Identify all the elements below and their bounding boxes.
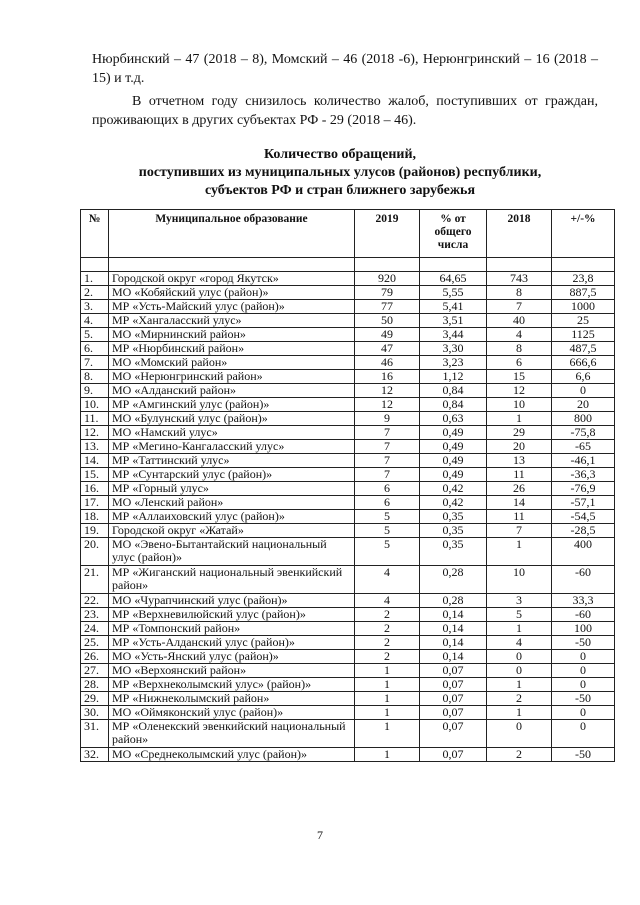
municipality-cell: МО «Кобяйский улус (район)» xyxy=(109,286,355,300)
municipality-cell: МР «Усть-Алданский улус (район)» xyxy=(109,636,355,650)
municipality-cell: МР «Томпонский район» xyxy=(109,622,355,636)
percent-cell: 0,07 xyxy=(420,664,487,678)
row-number-cell: 23. xyxy=(81,608,109,622)
header-num: № xyxy=(81,210,109,258)
percent-cell: 0,35 xyxy=(420,524,487,538)
municipality-cell: МО «Намский улус» xyxy=(109,426,355,440)
count-2019-cell: 1 xyxy=(355,692,420,706)
row-number-cell: 28. xyxy=(81,678,109,692)
row-number-cell: 1. xyxy=(81,272,109,286)
row-number-cell: 17. xyxy=(81,496,109,510)
intro-paragraph: В отчетном году снизилось количество жалоб, поступивших от граждан, проживающих в других субъектах РФ - 29 (2018 – 46). xyxy=(92,94,598,128)
row-number-cell: 3. xyxy=(81,300,109,314)
table-row xyxy=(81,300,615,314)
table-row xyxy=(81,286,615,300)
count-2018-cell: 11 xyxy=(487,468,552,482)
percent-cell: 0,14 xyxy=(420,622,487,636)
row-number-cell: 21. xyxy=(81,566,109,594)
count-2018-cell: 7 xyxy=(487,524,552,538)
row-number-cell: 32. xyxy=(81,748,109,762)
count-2019-cell: 4 xyxy=(355,566,420,594)
count-2019-cell: 5 xyxy=(355,524,420,538)
diff-percent-cell: -50 xyxy=(552,636,615,650)
municipality-cell: МР «Верхневилюйский улус (район)» xyxy=(109,608,355,622)
diff-percent-cell: 400 xyxy=(552,538,615,566)
diff-percent-cell: -46,1 xyxy=(552,454,615,468)
row-number-cell: 8. xyxy=(81,370,109,384)
table-spacer-row xyxy=(81,258,615,272)
percent-cell: 0,42 xyxy=(420,496,487,510)
percent-cell: 0,84 xyxy=(420,384,487,398)
diff-percent-cell: -65 xyxy=(552,440,615,454)
header-diff: +/-% xyxy=(552,210,615,258)
table-row xyxy=(81,706,615,720)
count-2018-cell: 8 xyxy=(487,286,552,300)
diff-percent-cell: -50 xyxy=(552,748,615,762)
count-2019-cell: 1 xyxy=(355,748,420,762)
row-number-cell: 4. xyxy=(81,314,109,328)
count-2018-cell: 11 xyxy=(487,510,552,524)
table-row xyxy=(81,608,615,622)
percent-cell: 0,14 xyxy=(420,608,487,622)
percent-cell: 3,30 xyxy=(420,342,487,356)
table-row xyxy=(81,314,615,328)
diff-percent-cell: 800 xyxy=(552,412,615,426)
percent-cell: 64,65 xyxy=(420,272,487,286)
table-row xyxy=(81,342,615,356)
count-2018-cell: 0 xyxy=(487,664,552,678)
percent-cell: 5,41 xyxy=(420,300,487,314)
percent-cell: 0,28 xyxy=(420,594,487,608)
diff-percent-cell: -60 xyxy=(552,566,615,594)
row-number-cell: 16. xyxy=(81,482,109,496)
table-row xyxy=(81,356,615,370)
table-row xyxy=(81,328,615,342)
count-2018-cell: 40 xyxy=(487,314,552,328)
count-2019-cell: 2 xyxy=(355,636,420,650)
municipality-cell: МР «Нижнеколымский район» xyxy=(109,692,355,706)
count-2019-cell: 12 xyxy=(355,398,420,412)
row-number-cell: 20. xyxy=(81,538,109,566)
diff-percent-cell: -36,3 xyxy=(552,468,615,482)
count-2019-cell: 7 xyxy=(355,454,420,468)
table-row xyxy=(81,370,615,384)
row-number-cell: 27. xyxy=(81,664,109,678)
row-number-cell: 14. xyxy=(81,454,109,468)
count-2018-cell: 8 xyxy=(487,342,552,356)
diff-percent-cell: -57,1 xyxy=(552,496,615,510)
diff-percent-cell: 0 xyxy=(552,384,615,398)
row-number-cell: 31. xyxy=(81,720,109,748)
diff-percent-cell: 487,5 xyxy=(552,342,615,356)
row-number-cell: 13. xyxy=(81,440,109,454)
municipality-cell: МО «Среднеколымский улус (район)» xyxy=(109,748,355,762)
municipality-cell: МО «Ленский район» xyxy=(109,496,355,510)
count-2019-cell: 49 xyxy=(355,328,420,342)
table-title-line-3: субъектов РФ и стран ближнего зарубежья xyxy=(204,183,476,198)
municipality-cell: МР «Усть-Майский улус (район)» xyxy=(109,300,355,314)
count-2018-cell: 3 xyxy=(487,594,552,608)
table-title xyxy=(80,146,600,200)
municipality-cell: МО «Эвено-Бытантайский национальный улус (район)» xyxy=(109,538,355,566)
row-number-cell: 12. xyxy=(81,426,109,440)
diff-percent-cell: 0 xyxy=(552,720,615,748)
count-2019-cell: 50 xyxy=(355,314,420,328)
percent-cell: 3,51 xyxy=(420,314,487,328)
diff-percent-cell: -28,5 xyxy=(552,524,615,538)
municipality-cell: МО «Оймяконский улус (район)» xyxy=(109,706,355,720)
table-row xyxy=(81,412,615,426)
municipality-cell: МР «Нюрбинский район» xyxy=(109,342,355,356)
table-row xyxy=(81,692,615,706)
diff-percent-cell: 0 xyxy=(552,664,615,678)
municipality-cell: Городской округ «Жатай» xyxy=(109,524,355,538)
percent-cell: 0,84 xyxy=(420,398,487,412)
count-2019-cell: 5 xyxy=(355,510,420,524)
count-2018-cell: 4 xyxy=(487,328,552,342)
row-number-cell: 30. xyxy=(81,706,109,720)
header-percent: % от общего числа xyxy=(420,210,487,258)
table-body xyxy=(81,272,615,762)
percent-cell: 0,07 xyxy=(420,706,487,720)
diff-percent-cell: -60 xyxy=(552,608,615,622)
count-2018-cell: 7 xyxy=(487,300,552,314)
table-row xyxy=(81,384,615,398)
diff-percent-cell: 20 xyxy=(552,398,615,412)
appeals-table xyxy=(80,209,615,762)
count-2019-cell: 16 xyxy=(355,370,420,384)
diff-percent-cell: 33,3 xyxy=(552,594,615,608)
municipality-cell: МО «Верхоянский район» xyxy=(109,664,355,678)
municipality-cell: МО «Булунский улус (район)» xyxy=(109,412,355,426)
row-number-cell: 7. xyxy=(81,356,109,370)
spacer-cell xyxy=(487,258,552,272)
row-number-cell: 24. xyxy=(81,622,109,636)
spacer-cell xyxy=(81,258,109,272)
row-number-cell: 2. xyxy=(81,286,109,300)
percent-cell: 0,07 xyxy=(420,748,487,762)
count-2018-cell: 1 xyxy=(487,622,552,636)
table-row xyxy=(81,636,615,650)
diff-percent-cell: 1125 xyxy=(552,328,615,342)
row-number-cell: 9. xyxy=(81,384,109,398)
percent-cell: 0,49 xyxy=(420,426,487,440)
table-row xyxy=(81,748,615,762)
row-number-cell: 25. xyxy=(81,636,109,650)
percent-cell: 0,49 xyxy=(420,468,487,482)
diff-percent-cell: 0 xyxy=(552,650,615,664)
table-row xyxy=(81,678,615,692)
diff-percent-cell: 25 xyxy=(552,314,615,328)
count-2019-cell: 12 xyxy=(355,384,420,398)
percent-cell: 0,07 xyxy=(420,678,487,692)
table-row xyxy=(81,482,615,496)
percent-cell: 1,12 xyxy=(420,370,487,384)
municipality-cell: МР «Верхнеколымский улус» (район)» xyxy=(109,678,355,692)
spacer-cell xyxy=(355,258,420,272)
percent-cell: 0,42 xyxy=(420,482,487,496)
diff-percent-cell: 100 xyxy=(552,622,615,636)
count-2019-cell: 920 xyxy=(355,272,420,286)
count-2018-cell: 2 xyxy=(487,748,552,762)
municipality-cell: МО «Алданский район» xyxy=(109,384,355,398)
municipality-cell: МО «Момский район» xyxy=(109,356,355,370)
municipality-cell: МР «Горный улус» xyxy=(109,482,355,496)
count-2019-cell: 1 xyxy=(355,678,420,692)
table-header-row xyxy=(81,210,615,258)
table-row xyxy=(81,622,615,636)
header-2018: 2018 xyxy=(487,210,552,258)
intro-paragraph-continued: Нюрбинский – 47 (2018 – 8), Момский – 46 (2018 -6), Нерюнгринский – 16 (2018 – 15) и т.д. xyxy=(92,52,598,86)
diff-percent-cell: -76,9 xyxy=(552,482,615,496)
diff-percent-cell: 23,8 xyxy=(552,272,615,286)
count-2019-cell: 47 xyxy=(355,342,420,356)
count-2019-cell: 9 xyxy=(355,412,420,426)
count-2019-cell: 5 xyxy=(355,538,420,566)
count-2019-cell: 2 xyxy=(355,608,420,622)
count-2018-cell: 10 xyxy=(487,398,552,412)
table-row xyxy=(81,496,615,510)
count-2018-cell: 1 xyxy=(487,538,552,566)
row-number-cell: 29. xyxy=(81,692,109,706)
count-2018-cell: 12 xyxy=(487,384,552,398)
header-2019: 2019 xyxy=(355,210,420,258)
percent-cell: 0,49 xyxy=(420,440,487,454)
municipality-cell: МР «Таттинский улус» xyxy=(109,454,355,468)
diff-percent-cell: -75,8 xyxy=(552,426,615,440)
count-2018-cell: 6 xyxy=(487,356,552,370)
count-2019-cell: 6 xyxy=(355,482,420,496)
count-2018-cell: 0 xyxy=(487,650,552,664)
count-2018-cell: 2 xyxy=(487,692,552,706)
header-municipality: Муниципальное образование xyxy=(109,210,355,258)
table-row xyxy=(81,440,615,454)
diff-percent-cell: 1000 xyxy=(552,300,615,314)
count-2018-cell: 26 xyxy=(487,482,552,496)
diff-percent-cell: 0 xyxy=(552,706,615,720)
table-row xyxy=(81,650,615,664)
percent-cell: 0,35 xyxy=(420,510,487,524)
count-2019-cell: 79 xyxy=(355,286,420,300)
count-2018-cell: 13 xyxy=(487,454,552,468)
municipality-cell: МО «Мирнинский район» xyxy=(109,328,355,342)
row-number-cell: 19. xyxy=(81,524,109,538)
table-row xyxy=(81,538,615,566)
municipality-cell: МР «Жиганский национальный эвенкийский район» xyxy=(109,566,355,594)
row-number-cell: 6. xyxy=(81,342,109,356)
percent-cell: 0,28 xyxy=(420,566,487,594)
count-2019-cell: 1 xyxy=(355,720,420,748)
diff-percent-cell: 0 xyxy=(552,678,615,692)
count-2018-cell: 10 xyxy=(487,566,552,594)
percent-cell: 0,49 xyxy=(420,454,487,468)
table-row xyxy=(81,510,615,524)
count-2019-cell: 77 xyxy=(355,300,420,314)
municipality-cell: МО «Чурапчинский улус (район)» xyxy=(109,594,355,608)
diff-percent-cell: 6,6 xyxy=(552,370,615,384)
percent-cell: 0,35 xyxy=(420,538,487,566)
count-2018-cell: 29 xyxy=(487,426,552,440)
table-row xyxy=(81,566,615,594)
table-row xyxy=(81,454,615,468)
count-2018-cell: 20 xyxy=(487,440,552,454)
table-row xyxy=(81,524,615,538)
count-2018-cell: 1 xyxy=(487,706,552,720)
percent-cell: 0,14 xyxy=(420,636,487,650)
count-2018-cell: 5 xyxy=(487,608,552,622)
table-row xyxy=(81,594,615,608)
spacer-cell xyxy=(420,258,487,272)
page-number: 7 xyxy=(317,828,323,842)
municipality-cell: МО «Усть-Янский улус (район)» xyxy=(109,650,355,664)
percent-cell: 0,14 xyxy=(420,650,487,664)
table-row xyxy=(81,664,615,678)
diff-percent-cell: -50 xyxy=(552,692,615,706)
percent-cell: 3,23 xyxy=(420,356,487,370)
percent-cell: 0,07 xyxy=(420,692,487,706)
spacer-cell xyxy=(109,258,355,272)
count-2019-cell: 1 xyxy=(355,706,420,720)
count-2018-cell: 743 xyxy=(487,272,552,286)
table-title-line-1: Количество обращений, xyxy=(263,147,417,162)
table-row xyxy=(81,398,615,412)
row-number-cell: 22. xyxy=(81,594,109,608)
percent-cell: 3,44 xyxy=(420,328,487,342)
municipality-cell: МО «Нерюнгринский район» xyxy=(109,370,355,384)
row-number-cell: 10. xyxy=(81,398,109,412)
row-number-cell: 26. xyxy=(81,650,109,664)
count-2018-cell: 4 xyxy=(487,636,552,650)
municipality-cell: МР «Сунтарский улус (район)» xyxy=(109,468,355,482)
municipality-cell: МР «Амгинский улус (район)» xyxy=(109,398,355,412)
count-2019-cell: 2 xyxy=(355,622,420,636)
municipality-cell: МР «Оленекский эвенкийский национальный район» xyxy=(109,720,355,748)
table-row xyxy=(81,426,615,440)
row-number-cell: 18. xyxy=(81,510,109,524)
percent-cell: 0,07 xyxy=(420,720,487,748)
count-2019-cell: 7 xyxy=(355,440,420,454)
count-2019-cell: 6 xyxy=(355,496,420,510)
diff-percent-cell: 666,6 xyxy=(552,356,615,370)
count-2019-cell: 4 xyxy=(355,594,420,608)
table-row xyxy=(81,272,615,286)
diff-percent-cell: 887,5 xyxy=(552,286,615,300)
count-2019-cell: 7 xyxy=(355,426,420,440)
municipality-cell: МР «Мегино-Кангаласский улус» xyxy=(109,440,355,454)
municipality-cell: МР «Аллаиховский улус (район)» xyxy=(109,510,355,524)
count-2019-cell: 1 xyxy=(355,664,420,678)
count-2019-cell: 2 xyxy=(355,650,420,664)
table-title-line-2: поступивших из муниципальных улусов (районов) республики, xyxy=(138,165,542,180)
row-number-cell: 11. xyxy=(81,412,109,426)
diff-percent-cell: -54,5 xyxy=(552,510,615,524)
count-2018-cell: 0 xyxy=(487,720,552,748)
row-number-cell: 5. xyxy=(81,328,109,342)
percent-cell: 5,55 xyxy=(420,286,487,300)
count-2019-cell: 7 xyxy=(355,468,420,482)
row-number-cell: 15. xyxy=(81,468,109,482)
table-row xyxy=(81,468,615,482)
count-2018-cell: 14 xyxy=(487,496,552,510)
count-2018-cell: 15 xyxy=(487,370,552,384)
count-2019-cell: 46 xyxy=(355,356,420,370)
municipality-cell: МР «Хангаласский улус» xyxy=(109,314,355,328)
table-row xyxy=(81,720,615,748)
municipality-cell: Городской округ «город Якутск» xyxy=(109,272,355,286)
spacer-cell xyxy=(552,258,615,272)
percent-cell: 0,63 xyxy=(420,412,487,426)
count-2018-cell: 1 xyxy=(487,412,552,426)
count-2018-cell: 1 xyxy=(487,678,552,692)
